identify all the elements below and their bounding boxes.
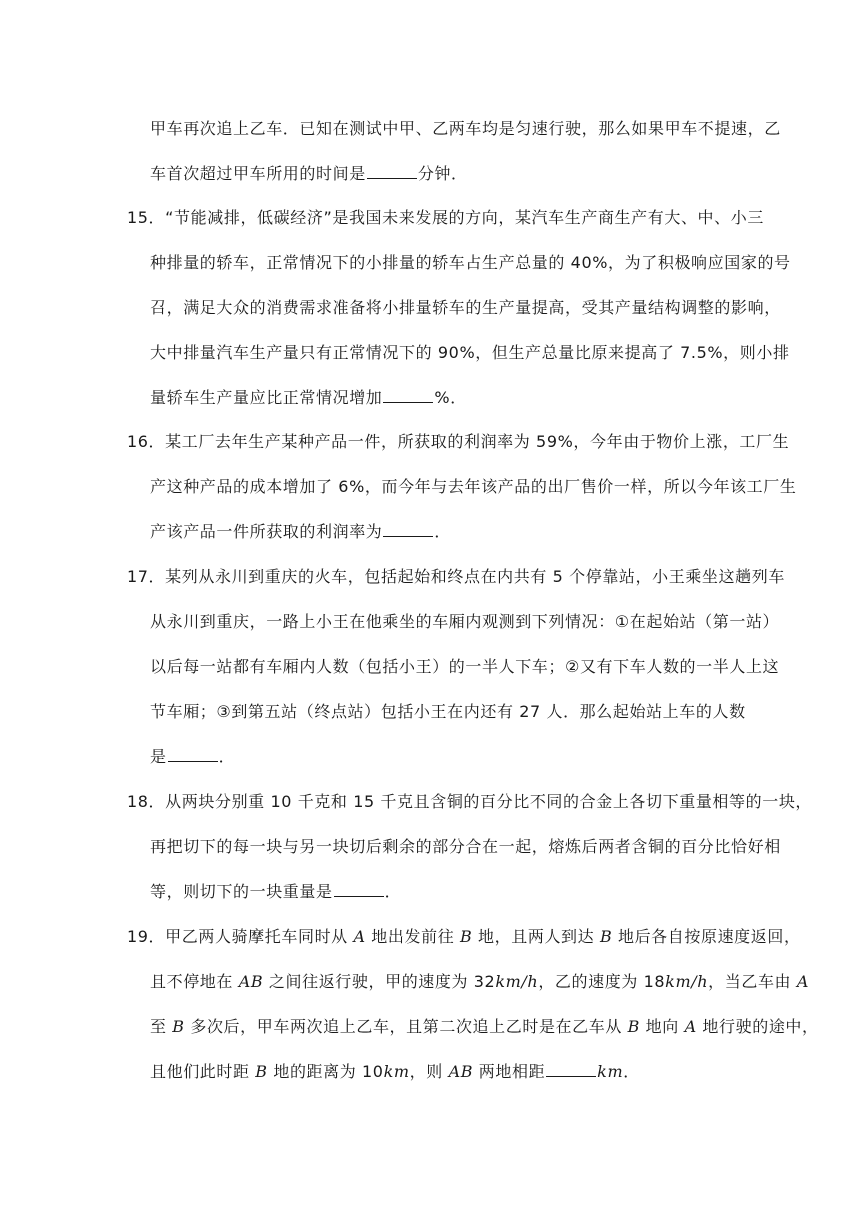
q17-line-2: 从永川到重庆，一路上小王在他乘坐的车厢内观测到下列情况：①在起始站（第一站） — [150, 612, 780, 631]
q15-line-3: 召，满足大众的消费需求准备将小排量轿车的生产量提高，受其产量结构调整的影响， — [150, 298, 781, 317]
answer-blank — [367, 164, 417, 179]
question-number: 17． — [127, 567, 166, 586]
question-number: 16． — [127, 432, 166, 451]
question-number: 15． — [127, 208, 166, 227]
q17-line-1: 17．某列从永川到重庆的火车，包括起始和终点在内共有 5 个停靠站，小王乘坐这趟列车 — [127, 567, 785, 586]
q14-line-1: 甲车再次追上乙车．已知在测试中甲、乙两车均是匀速行驶，那么如果甲车不提速，乙 — [150, 119, 781, 138]
answer-blank — [383, 388, 433, 403]
q19-line-2: 且不停地在 AB 之间往返行驶，甲的速度为 32km/h，乙的速度为 18km/h，当乙车由 A — [150, 972, 809, 991]
answer-blank — [383, 522, 433, 537]
q15-line-4: 大中排量汽车生产量只有正常情况下的 90%，但生产总量比原来提高了 7.5%，则小排 — [150, 343, 790, 362]
question-number: 18． — [127, 792, 166, 811]
q14-line-2: 车首次超过甲车所用的时间是 分钟． — [150, 164, 468, 183]
answer-blank — [546, 1062, 596, 1077]
answer-blank — [168, 747, 218, 762]
q16-line-1: 16．某工厂去年生产某种产品一件，所获取的利润率为 59%，今年由于物价上涨，工厂生 — [127, 432, 790, 451]
q17-line-5: 是 ． — [150, 747, 236, 766]
answer-blank — [334, 882, 384, 897]
q17-line-3: 以后每一站都有车厢内人数（包括小王）的一半人下车；②又有下车人数的一半人上这 — [150, 657, 780, 676]
q18-line-3: 等，则切下的一块重量是 ． — [150, 882, 402, 901]
question-number: 19． — [127, 927, 166, 946]
q15-line-1: 15．“节能减排，低碳经济”是我国未来发展的方向，某汽车生产商生产有大、中、小三 — [127, 208, 764, 227]
q16-line-2: 产这种产品的成本增加了 6%，而今年与去年该产品的出厂售价一样，所以今年该工厂生 — [150, 477, 797, 496]
q19-line-1: 19．甲乙两人骑摩托车同时从 A 地出发前往 B 地，且两人到达 B 地后各自按原速度返回， — [127, 927, 801, 946]
q18-line-2: 再把切下的每一块与另一块切后剩余的部分合在一起，熔炼后两者含铜的百分比恰好相 — [150, 837, 781, 856]
q16-line-3: 产该产品一件所获取的利润率为 ． — [150, 522, 452, 541]
q15-line-2: 种排量的轿车，正常情况下的小排量的轿车占生产总量的 40%，为了积极响应国家的号 — [150, 253, 791, 272]
q19-line-3: 至 B 多次后，甲车两次追上乙车，且第二次追上乙时是在乙车从 B 地向 A 地行驶的途中， — [150, 1017, 819, 1036]
q19-line-4: 且他们此时距 B 地的距离为 10km，则 AB 两地相距 km． — [150, 1062, 640, 1081]
q17-line-4: 节车厢；③到第五站（终点站）包括小王在内还有 27 人．那么起始站上车的人数 — [150, 702, 746, 721]
q18-line-1: 18．从两块分别重 10 千克和 15 千克且含铜的百分比不同的合金上各切下重量相等的一块， — [127, 792, 813, 811]
q15-line-5: 量轿车生产量应比正常情况增加 %． — [150, 388, 467, 407]
